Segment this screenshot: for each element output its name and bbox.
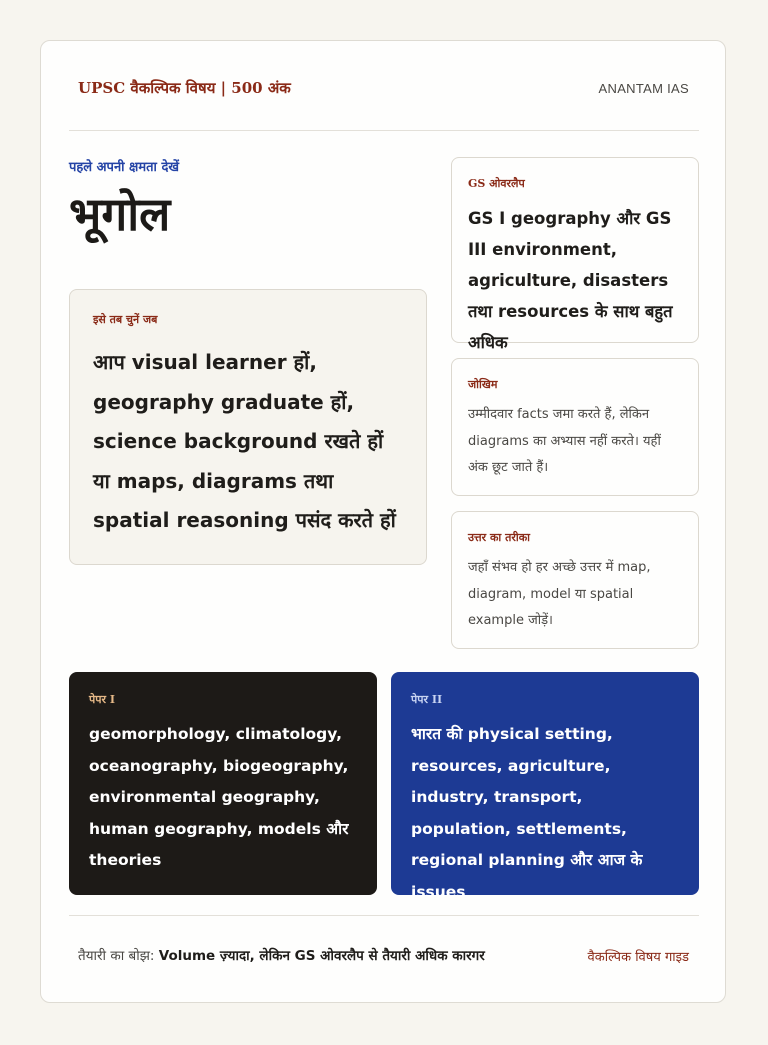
risk-text: उम्मीदवार facts जमा करते हैं, लेकिन diagrams का अभ्यास नहीं करते। यहीं अंक छूट जाते हैं।: [468, 407, 661, 475]
footer-divider: [69, 915, 699, 916]
paper-2-label: पेपर II: [411, 693, 443, 706]
guide-card: [40, 40, 726, 1003]
paper-1-text: geomorphology, climatology, oceanography, biogeography, environmental geography, human geography, models और theories: [89, 725, 349, 869]
header-title: UPSC वैकल्पिक विषय | 500 अंक: [78, 79, 291, 97]
answer-method-text: जहाँ संभव हो हर अच्छे उत्तर में map, diagram, model या spatial example जोड़ें।: [468, 560, 651, 628]
footer-prep-prefix: तैयारी का बोझ:: [78, 948, 155, 964]
choose-when-box: [69, 289, 427, 565]
subject-title: भूगोल: [69, 187, 171, 241]
answer-method-box: [451, 511, 699, 649]
paper-2-box: [391, 672, 699, 901]
header-divider: [69, 130, 699, 131]
risk-box: [451, 358, 699, 496]
gs-overlap-label: GS ओवरलैप: [468, 177, 525, 190]
footer-prep-load: [78, 946, 485, 964]
footer-tag: वैकल्पिक विषय गाइड: [587, 950, 689, 965]
risk-label: जोखिम: [468, 378, 498, 391]
paper-1-label: पेपर I: [89, 693, 115, 706]
brand-name: ANANTAM IAS: [598, 81, 689, 96]
footer-prep-text: Volume ज़्यादा, लेकिन GS ओवरलैप से तैयारी अधिक कारगर: [158, 948, 485, 964]
choose-when-text: आप visual learner हों, geography graduate हों, science background रखते हों या maps, diagrams तथा spatial reasoning पसंद करते हों: [93, 350, 396, 532]
choose-when-label: इसे तब चुनें जब: [93, 313, 158, 326]
answer-method-label: उत्तर का तरीका: [468, 531, 530, 544]
paper-1-box: [69, 672, 377, 895]
intro-eyebrow: पहले अपनी क्षमता देखें: [69, 160, 179, 175]
gs-overlap-text: GS I geography और GS III environment, agriculture, disasters तथा resources के साथ बहुत अधिक: [468, 209, 673, 352]
gs-overlap-box: [451, 157, 699, 352]
paper-2-text: भारत की physical setting, resources, agriculture, industry, transport, population, settlements, regional planning और आज के issues: [411, 725, 643, 901]
